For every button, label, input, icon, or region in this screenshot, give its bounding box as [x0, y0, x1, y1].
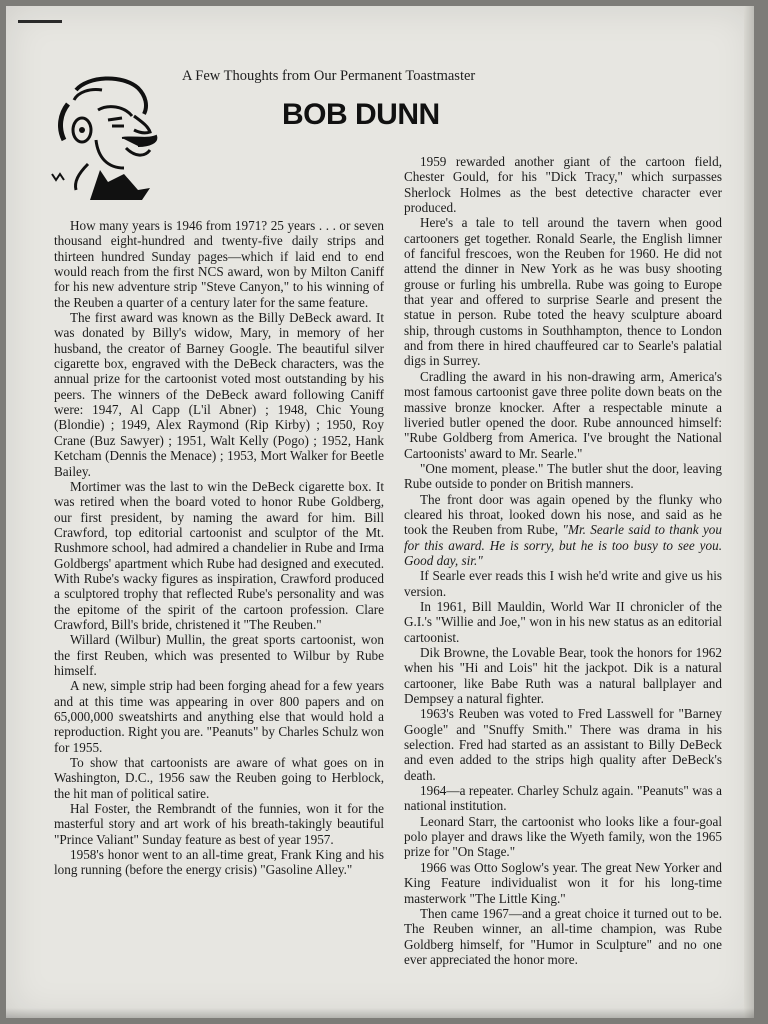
page-edge: [744, 6, 754, 1018]
paragraph: Dik Browne, the Lovable Bear, took the honors for 1962 when his "Hi and Lois" hit the jackpot. Dik is a natural cartooner, like Babe Ruth was a natural ballplayer and Dempsey a natural fighter.: [404, 645, 722, 707]
article-column-left: [54, 218, 384, 878]
header-kicker: A Few Thoughts from Our Permanent Toastmaster: [182, 68, 476, 84]
paragraph: A new, simple strip had been forging ahead for a few years and at this time was appearing in over 800 papers and on 65,000,000 sweatshirts and anything else that would hold a reproduction. Right you are. "Peanuts" by Charles Schulz won for 1955.: [54, 678, 384, 755]
paragraph: Mortimer was the last to win the DeBeck cigarette box. It was retired when the board voted to honor Rube Goldberg, our first president, by naming the award for him. Bill Crawford, top editorial cartoonist and sculptor of the Mt. Rushmore school, had admired a chandelier in Rube and Irma Goldbergs' apartment which Rube had designed and executed. With Rube's wacky figures as inspiration, Crawford produced a sculptored trophy that reflected Rube's personality and was the epitome of the spirit of the cartoon profession. Clare Crawford, Bill's bride, christened it "The Reuben.": [54, 478, 384, 632]
page-bottom-shadow: [6, 1008, 754, 1018]
paragraph: [404, 492, 722, 569]
paragraph: Cradling the award in his non-drawing arm, America's most famous cartoonist gave three polite down beats on the massive bronze knocker. After a respectable minute a liveried butler opened the door. Rube announced himself: "Rube Goldberg from America. I've brought the National Cartoonists' award to Mr. Searle.": [404, 368, 722, 461]
paragraph: 1966 was Otto Soglow's year. The great New Yorker and King Feature individualist won it for his long-time masterwork "The Little King.": [404, 859, 722, 906]
butler-quote: "Mr. Searle said to thank you for this award. He is sorry, but he is too busy to see you. Good day, sir.": [404, 522, 722, 568]
paragraph: "One moment, please." The butler shut the door, leaving Rube outside to ponder on British manners.: [404, 460, 722, 492]
paragraph: 1959 rewarded another giant of the cartoon field, Chester Gould, for his "Dick Tracy," which surpasses Sherlock Holmes as the best detective character ever produced.: [404, 154, 722, 216]
article-title: BOB DUNN: [282, 98, 440, 131]
paragraph: How many years is 1946 from 1971? 25 years . . . or seven thousand eight-hundred and twenty-five daily strips and thirteen hundred Sunday pages—which if laid end to end would reach from the first NCS award, won by Milton Caniff for his new adventure strip "Steve Canyon," to his winning of the Reuben a quarter of a century later for the same feature.: [54, 218, 384, 310]
paragraph: Willard (Wilbur) Mullin, the great sports cartoonist, won the first Reuben, which was presented to Wilbur by Rube himself.: [54, 632, 384, 678]
paragraph-lead: The front door was again opened by the flunky who cleared his throat, looked down his nose, and said as he took the Reuben from Rube,: [404, 491, 722, 538]
paragraph: Then came 1967—and a great choice it turned out to be. The Reuben winner, an all-time champion, was Rube Goldberg himself, for "Humor in Sculpture" and no one ever appreciated the honor more.: [404, 905, 722, 967]
paragraph: To show that cartoonists are aware of what goes on in Washington, D.C., 1956 saw the Reuben going to Herblock, the hit man of political satire.: [54, 755, 384, 801]
paragraph: 1963's Reuben was voted to Fred Lasswell for "Barney Google" and "Snuffy Smith." There was drama in his selection. Fred had started as an assistant to Billy DeBeck and even added to the strips high quality after DeBeck's death.: [404, 706, 722, 783]
paragraph: In 1961, Bill Mauldin, World War II chronicler of the G.I.'s "Willie and Joe," won in his new status as an editorial cartoonist.: [404, 598, 722, 645]
paragraph: If Searle ever reads this I wish he'd write and give us his version.: [404, 568, 722, 599]
corner-rule: [18, 20, 62, 23]
paragraph: Hal Foster, the Rembrandt of the funnies, won it for the masterful story and art work of his breath-takingly beautiful "Prince Valiant" Sunday feature as best of year 1957.: [54, 801, 384, 847]
paragraph: 1958's honor went to an all-time great, Frank King and his long running (before the energy crisis) "Gasoline Alley.": [54, 847, 384, 878]
article-column-right: [404, 154, 722, 967]
paragraph: Here's a tale to tell around the tavern when good cartooners get together. Ronald Searle, the English limner of fanciful frescoes, won the Reuben for 1960. He did not attend the dinner in New York as he was busy shooting grouse or furling his umbrella. Rube was going to Europe that year and offered to surprise Searle and present the statue in person. Rube toted the heavy sculpture aboard ship, through customs in Southhampton, thence to London and from there in hired chauffeured car to Searle's palatial digs in Surrey.: [404, 215, 722, 369]
magazine-page: [6, 6, 754, 1018]
caricature-portrait-icon: [38, 70, 168, 210]
paragraph: Leonard Starr, the cartoonist who looks like a four-goal polo player and draws like the Wyeth family, won the 1965 prize for "On Stage.": [404, 813, 722, 860]
paragraph: The first award was known as the Billy DeBeck award. It was donated by Billy's widow, Mary, in memory of her husband, the creator of Barney Google. The beautiful silver cigarette box, engraved with the DeBeck characters, was the annual prize for the cartoonist voted most outstanding by his peers. The winners of the DeBeck award following Caniff were: 1947, Al Capp (L'il Abner) ; 1948, Chic Young (Blondie) ; 1949, Alex Raymond (Rip Kirby) ; 1950, Roy Crane (Buz Sawyer) ; 1951, Walt Kelly (Pogo) ; 1952, Hank Ketcham (Dennis the Menace) ; 1953, Mort Walker for Beetle Bailey.: [54, 310, 384, 479]
paragraph: 1964—a repeater. Charley Schulz again. "Peanuts" was a national institution.: [404, 783, 722, 814]
